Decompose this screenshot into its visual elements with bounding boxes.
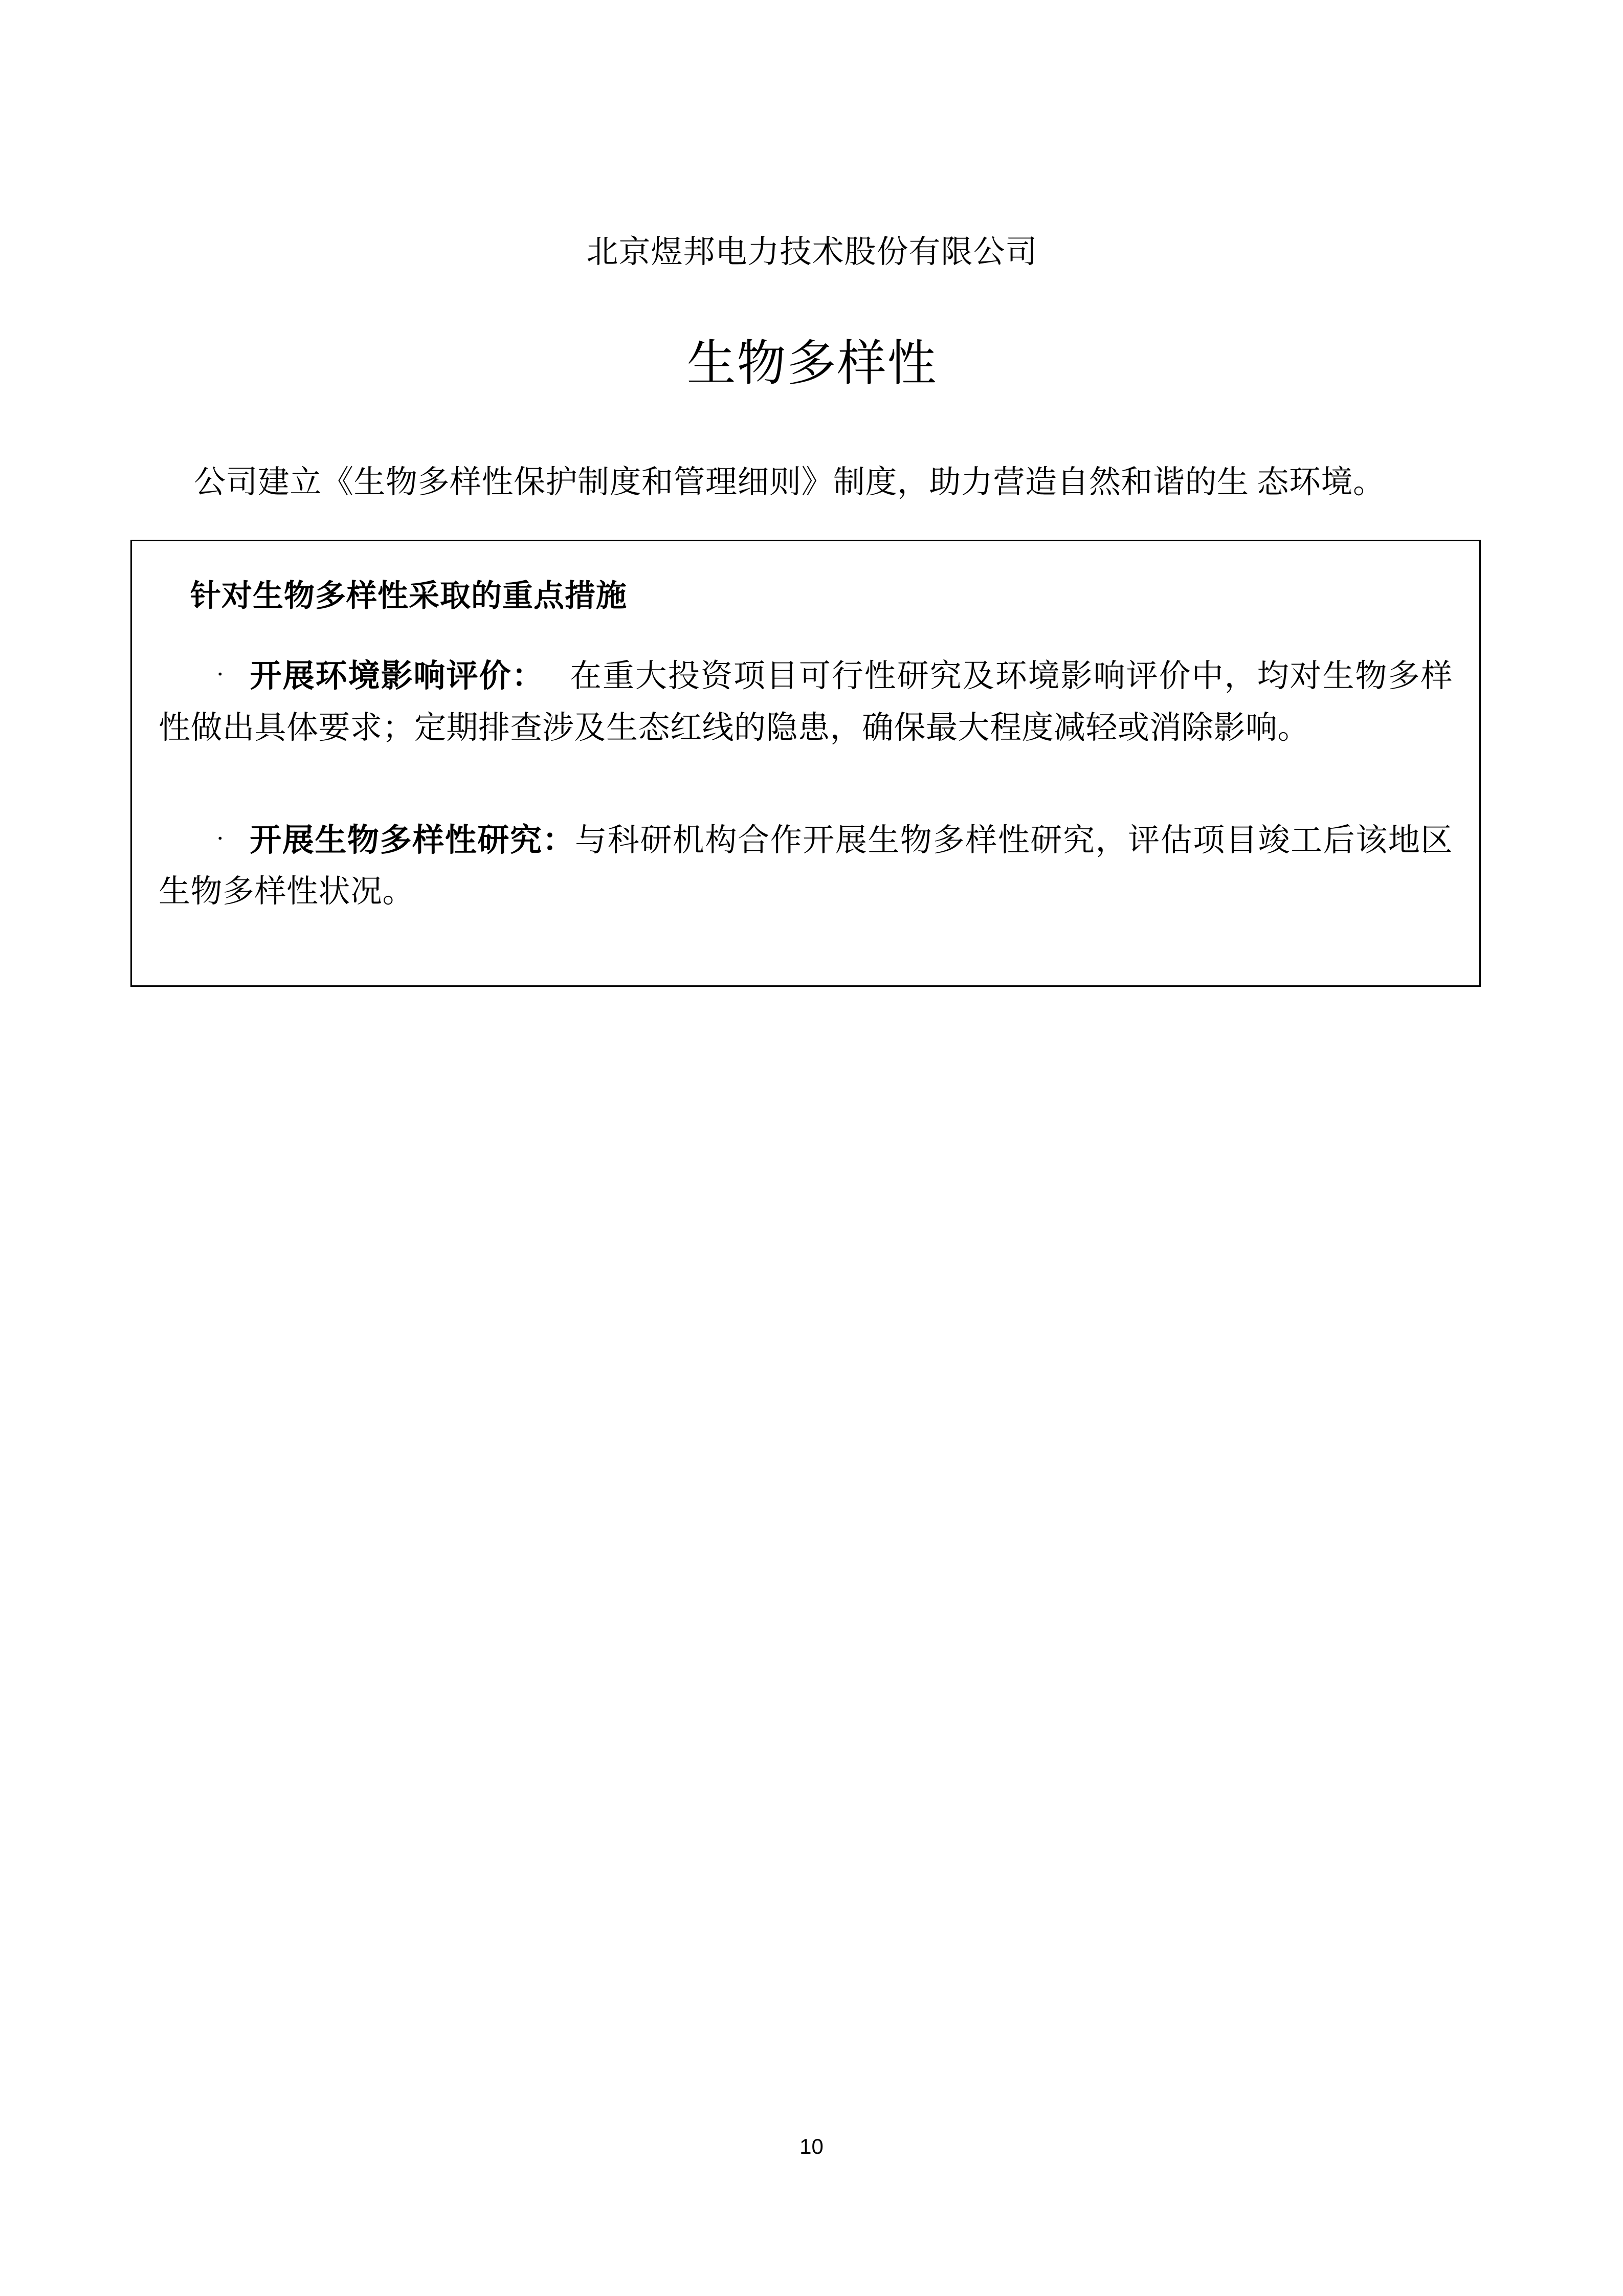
page-content xyxy=(130,0,1494,987)
box-heading: 针对生物多样性采取的重点措施 xyxy=(190,579,627,613)
bullet-icon: · xyxy=(216,824,225,852)
intro-paragraph xyxy=(130,457,1494,508)
intro-text: 公司建立《生物多样性保护制度和管理细则》制度，助力营造自然和谐的生 态环境。 xyxy=(194,465,1385,500)
measure-item xyxy=(159,815,1453,918)
measure-text: 与科研机构合作开展生物多样性研究，评估项目竣工后该地区生物多样性状况。 xyxy=(159,823,1453,910)
company-name: 北京煜邦电力技术股份有限公司 xyxy=(586,235,1038,270)
measure-label: 开展环境影响评价： xyxy=(249,659,545,694)
measure-label: 开展生物多样性研究： xyxy=(249,823,575,858)
page-title: 生物多样性 xyxy=(686,336,938,391)
measure-text: 在重大投资项目可行性研究及环境影响评价中，均对生物多样性做出具体要求；定期排查涉及生态红线的隐患，确保最大程度减轻或消除影响。 xyxy=(159,659,1453,745)
highlight-box xyxy=(130,540,1481,987)
bullet-icon: · xyxy=(216,659,225,689)
measure-item xyxy=(159,651,1453,754)
page-number: 10 xyxy=(799,2134,824,2158)
